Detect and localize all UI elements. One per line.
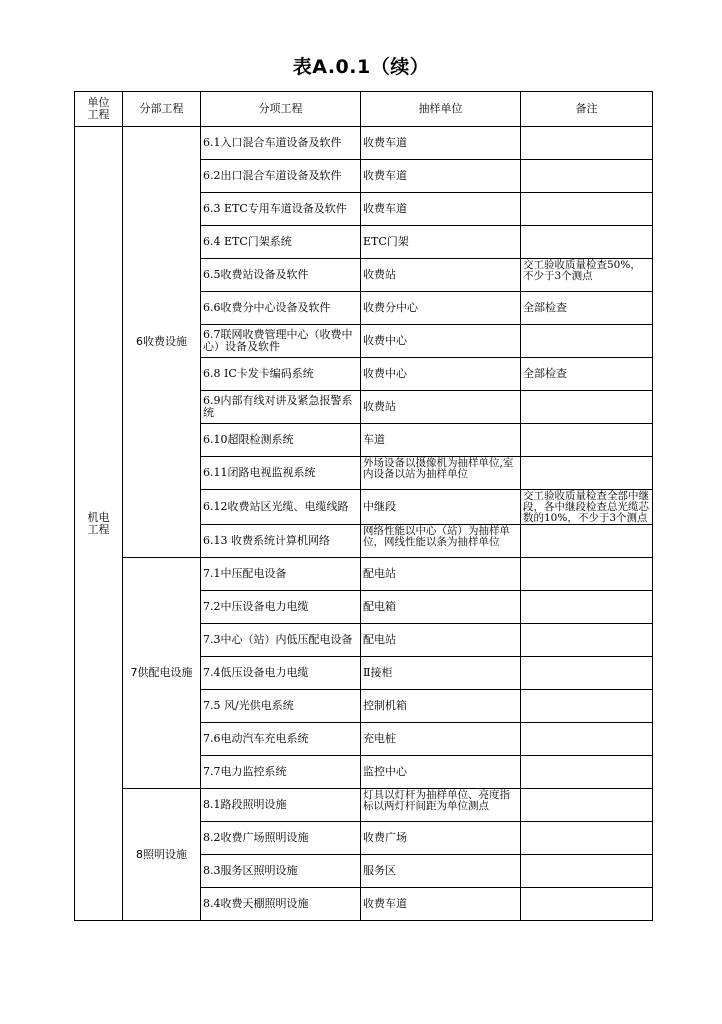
sampling-cell: 充电桩 <box>361 723 521 756</box>
header-division: 分部工程 <box>123 92 201 127</box>
item-cell: 8.3服务区照明设施 <box>201 855 361 888</box>
note-cell <box>521 888 653 921</box>
sampling-cell: 收费站 <box>361 259 521 292</box>
sampling-cell: 监控中心 <box>361 756 521 789</box>
item-cell: 6.6收费分中心设备及软件 <box>201 292 361 325</box>
note-cell: 交工验收质量检查全部中继段，各中继段检查总光缆芯数的10%，不少于3个测点 <box>521 490 653 525</box>
item-cell: 6.7联网收费管理中心（收费中心）设备及软件 <box>201 325 361 358</box>
item-cell: 7.2中压设备电力电缆 <box>201 591 361 624</box>
item-cell: 6.11闭路电视监视系统 <box>201 457 361 490</box>
sampling-cell: 灯具以灯杆为抽样单位、亮度指标以两灯杆间距为单位测点 <box>361 789 521 822</box>
sampling-cell: 收费车道 <box>361 888 521 921</box>
item-cell: 7.7电力监控系统 <box>201 756 361 789</box>
note-cell <box>521 325 653 358</box>
item-cell: 6.3 ETC专用车道设备及软件 <box>201 193 361 226</box>
division-cell: 7供配电设施 <box>123 558 201 789</box>
note-cell <box>521 226 653 259</box>
division-cell: 6收费设施 <box>123 127 201 558</box>
note-cell <box>521 193 653 226</box>
sampling-cell: 收费中心 <box>361 325 521 358</box>
header-item: 分项工程 <box>201 92 361 127</box>
note-cell <box>521 690 653 723</box>
item-cell: 6.8 IC卡发卡编码系统 <box>201 358 361 391</box>
item-cell: 6.12收费站区光缆、电缆线路 <box>201 490 361 525</box>
note-cell <box>521 127 653 160</box>
sampling-cell: 收费车道 <box>361 193 521 226</box>
item-cell: 8.1路段照明设施 <box>201 789 361 822</box>
sampling-cell: 网络性能以中心（站）为抽样单位，网线性能以条为抽样单位 <box>361 525 521 558</box>
note-cell <box>521 160 653 193</box>
item-cell: 6.1入口混合车道设备及软件 <box>201 127 361 160</box>
sampling-cell: 收费中心 <box>361 358 521 391</box>
item-cell: 7.3中心（站）内低压配电设备 <box>201 624 361 657</box>
note-cell <box>521 723 653 756</box>
note-cell: 全部检查 <box>521 292 653 325</box>
note-cell <box>521 558 653 591</box>
sampling-cell: 收费分中心 <box>361 292 521 325</box>
item-cell: 7.5 风/光供电系统 <box>201 690 361 723</box>
item-cell: 8.4收费天棚照明设施 <box>201 888 361 921</box>
sampling-cell: Ⅱ接柜 <box>361 657 521 690</box>
sampling-cell: 配电箱 <box>361 591 521 624</box>
sampling-cell: 收费车道 <box>361 160 521 193</box>
note-cell <box>521 822 653 855</box>
note-cell <box>521 591 653 624</box>
sampling-cell: 收费广场 <box>361 822 521 855</box>
sampling-cell: 车道 <box>361 424 521 457</box>
sampling-cell: ETC门架 <box>361 226 521 259</box>
item-cell: 8.2收费广场照明设施 <box>201 822 361 855</box>
header-row <box>75 92 653 127</box>
sampling-cell: 控制机箱 <box>361 690 521 723</box>
page-title: 表A.0.1（续） <box>292 56 430 78</box>
note-cell: 全部检查 <box>521 358 653 391</box>
note-cell <box>521 657 653 690</box>
note-cell <box>521 789 653 822</box>
unit-project-cell <box>75 127 123 921</box>
sampling-cell: 配电站 <box>361 624 521 657</box>
note-cell <box>521 424 653 457</box>
note-cell <box>521 391 653 424</box>
unit-project-label: 机电 工程 <box>87 510 110 536</box>
header-unit <box>75 92 123 127</box>
item-cell: 7.4低压设备电力电缆 <box>201 657 361 690</box>
header-unit-label: 单位 工程 <box>87 96 110 121</box>
note-cell <box>521 855 653 888</box>
sampling-cell: 收费站 <box>361 391 521 424</box>
item-cell: 7.6电动汽车充电系统 <box>201 723 361 756</box>
note-cell <box>521 624 653 657</box>
header-sampling: 抽样单位 <box>361 92 521 127</box>
note-cell <box>521 525 653 558</box>
sampling-cell: 外场设备以摄像机为抽样单位,室内设备以站为抽样单位 <box>361 457 521 490</box>
item-cell: 6.4 ETC门架系统 <box>201 226 361 259</box>
table-row <box>75 558 653 591</box>
table-row <box>75 789 653 822</box>
note-cell <box>521 457 653 490</box>
division-cell: 8照明设施 <box>123 789 201 921</box>
sampling-cell: 服务区 <box>361 855 521 888</box>
note-cell <box>521 756 653 789</box>
item-cell: 7.1中压配电设备 <box>201 558 361 591</box>
item-cell: 6.10超限检测系统 <box>201 424 361 457</box>
sampling-cell: 收费车道 <box>361 127 521 160</box>
item-cell: 6.2出口混合车道设备及软件 <box>201 160 361 193</box>
sampling-cell: 配电站 <box>361 558 521 591</box>
table-row <box>75 127 653 160</box>
sampling-cell: 中继段 <box>361 490 521 525</box>
item-cell: 6.5收费站设备及软件 <box>201 259 361 292</box>
note-cell: 交工验收质量检查50%，不少于3个测点 <box>521 259 653 292</box>
item-cell: 6.13 收费系统计算机网络 <box>201 525 361 558</box>
item-cell: 6.9内部有线对讲及紧急报警系统 <box>201 391 361 424</box>
header-note: 备注 <box>521 92 653 127</box>
acceptance-table <box>74 91 653 921</box>
